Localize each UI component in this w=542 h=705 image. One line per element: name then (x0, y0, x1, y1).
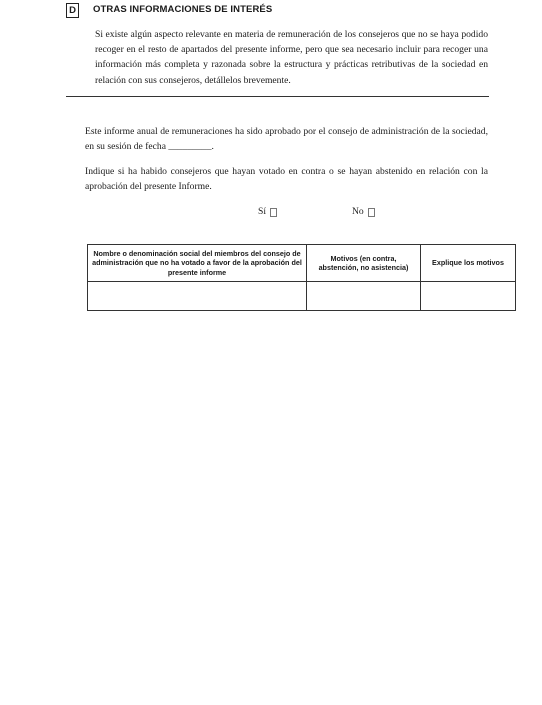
option-no[interactable] (352, 205, 375, 219)
approval-paragraph: Este informe anual de remuneraciones ha sido aprobado por el consejo de administración de la sociedad, en su sesión de fecha _________. (85, 126, 488, 153)
checkbox-no-icon[interactable] (368, 208, 375, 217)
section-intro-paragraph: Si existe algún aspecto relevante en materia de remuneración de los consejeros que no se haya podido recoger en el resto de apartados del presente informe, pero que sea necesario incluir para recoger una información más completa y razonada sobre la estructura y prácticas retributivas de la sociedad en relación con sus consejeros, detállelos brevemente. (95, 29, 488, 86)
section-letter: D (66, 3, 79, 18)
header-explain: Explique los motivos (421, 245, 516, 282)
non-favorable-votes-table (87, 244, 516, 311)
header-reasons: Motivos (en contra, abstención, no asistencia) (307, 245, 421, 282)
section-title: OTRAS INFORMACIONES DE INTERÉS (93, 4, 273, 15)
table-header-row (88, 245, 516, 282)
table-row (88, 282, 516, 311)
cell-reasons[interactable] (307, 282, 421, 311)
option-no-label: No (352, 206, 364, 217)
option-yes-label: Sí (258, 206, 267, 217)
cell-director-name[interactable] (88, 282, 307, 311)
vote-question-paragraph: Indique si ha habido consejeros que hayan votado en contra o se hayan abstenido en relación con la aprobación del presente Informe. (85, 166, 488, 193)
header-director-name: Nombre o denominación social del miembros del consejo de administración que no ha votado a favor de la aprobación del presente informe (88, 245, 307, 282)
cell-explain[interactable] (421, 282, 516, 311)
option-yes[interactable] (258, 205, 277, 219)
checkbox-yes-icon[interactable] (270, 208, 277, 217)
divider-line (66, 96, 489, 97)
